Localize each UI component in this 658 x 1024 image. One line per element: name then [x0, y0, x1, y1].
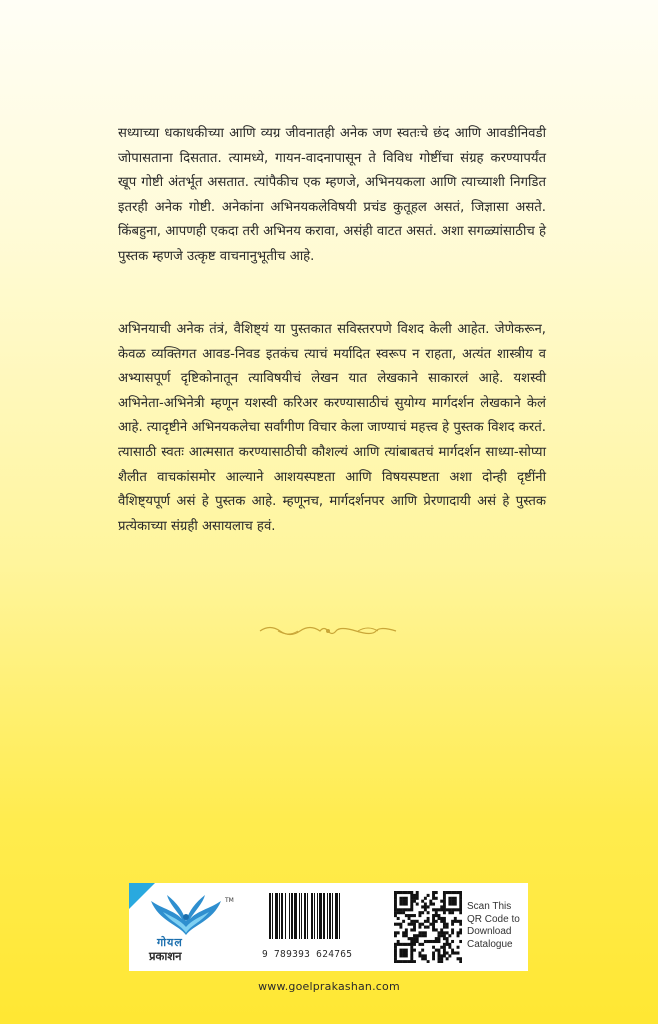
trademark-mark: TM [225, 897, 234, 904]
blurb-paragraph-1: सध्याच्या धकाधकीच्या आणि व्यग्र जीवनातही अनेक जण स्वतःचे छंद आणि आवडीनिवडी जोपासताना दिसतात. त्यामध्ये, गायन-वादनापासून ते विविध गोष्टींचा संग्रह करण्यापर्यंत खूप गोष्टी अंतर्भूत असतात. त्यांपैकीच एक म्हणजे, अभिनयकला आणि त्याच्याशी निगडित इतरही अनेक गोष्टी. अनेकांना अभिनयकलेविषयी प्रचंड कुतूहल असतं, जिज्ञासा असते. किंबहुना, आपणही एकदा तरी अभिनय करावा, असंही वाटत असतं. अशा सगळ्यांसाठीच हे पुस्तक म्हणजे उत्कृष्ट वाचनानुभूतीच आहे. [118, 126, 546, 264]
blurb-paragraph-2: अभिनयाची अनेक तंत्रं, वैशिष्ट्यं या पुस्तकात सविस्तरपणे विशद केली आहेत. जेणेकरून, केवळ व्यक्तिगत आवड-निवड इतकंच त्याचं मर्यादित स्वरूप न राहता, अत्यंत शास्त्रीय व अभ्यासपूर्ण दृष्टिकोनातून त्याविषयीचं लेखन यात लेखकाने साकारलं आहे. यशस्वी अभिनेता-अभिनेत्री म्हणून यशस्वी करिअर करण्यासाठीचं सुयोग्य मार्गदर्शन लेखकाने केलं आहे. त्यादृष्टीने अभिनयकलेचा सर्वांगीण विचार केला जाण्याचं महत्त्व हे पुस्तक विशद करतं. त्यासाठी स्वतः आत्मसात करण्यासाठीची कौशल्यं आणि त्यांबाबतचं मार्गदर्शन साध्या-सोप्या शैलीत वाचकांसमोर आल्याने आशयस्पष्टता आणि विषयस्पष्टता अशा दोन्ही दृष्टींनी वैशिष्ट्यपूर्ण असं हे पुस्तक आहे. म्हणूनच, मार्गदर्शनपर आणि प्रेरणादायी असं हे पुस्तक प्रत्येकाच्या संग्रही असायलाच हवं. [118, 322, 546, 534]
ornamental-divider-icon [258, 622, 398, 640]
isbn-barcode [262, 893, 376, 963]
publisher-logo [129, 883, 247, 971]
qr-caption: Scan This QR Code to Download Catalogue [467, 901, 520, 950]
isbn-number: 9 789393 624765 [262, 949, 353, 960]
publisher-website[interactable]: www.goelprakashan.com [258, 980, 400, 993]
barcode-bars [267, 893, 371, 945]
publisher-name-line-2: प्रकाशन [149, 949, 182, 963]
publisher-name-line-1: गोयल [157, 936, 183, 949]
qr-code-icon[interactable] [394, 891, 462, 963]
back-cover-info-strip [129, 883, 528, 971]
winged-emblem-icon [149, 895, 223, 937]
